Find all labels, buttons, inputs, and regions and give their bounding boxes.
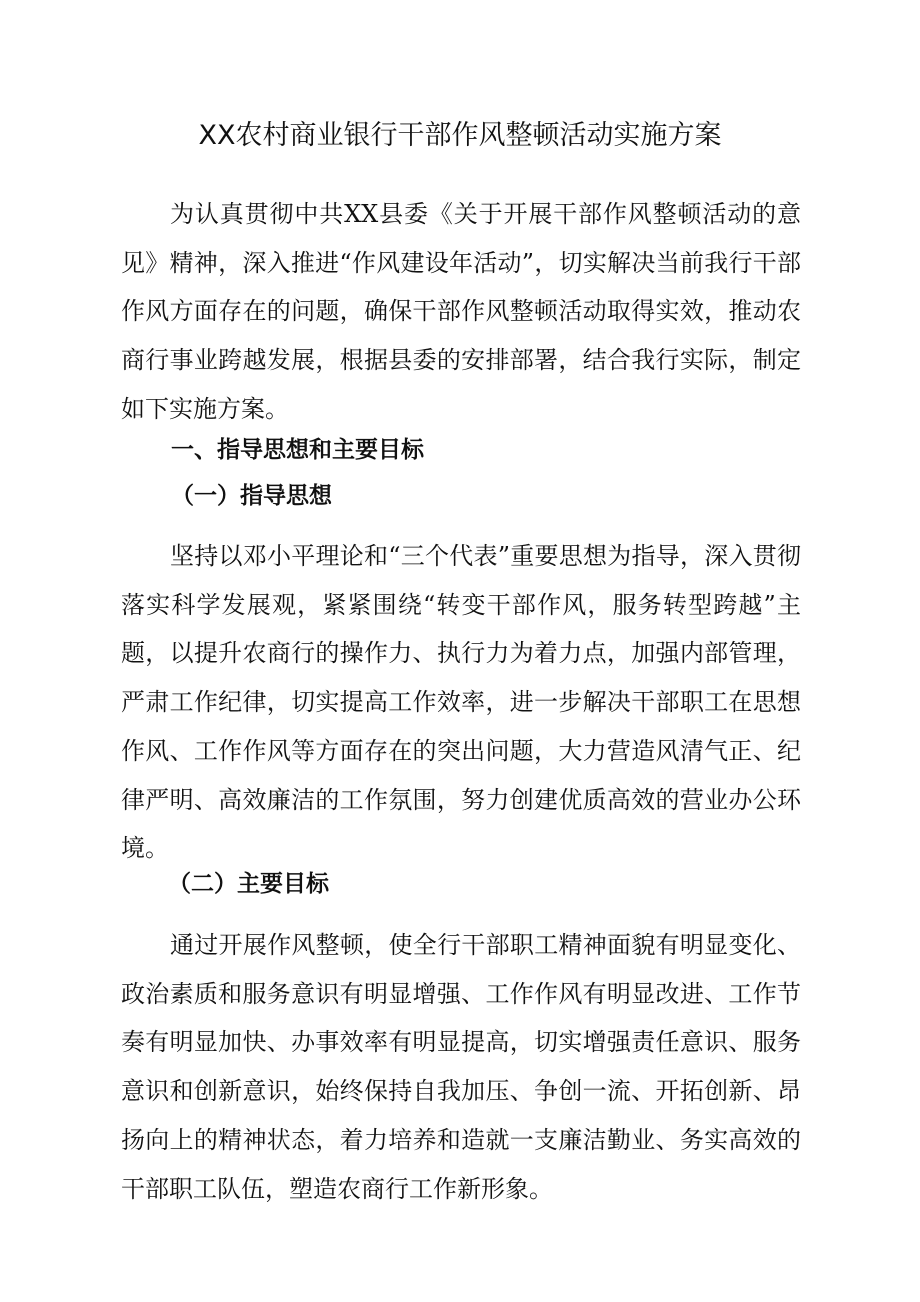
section-heading-guiding-ideology-and-goals: 一、指导思想和主要目标 xyxy=(171,437,424,463)
subsection-heading-guiding-ideology: （一）指导思想 xyxy=(171,483,332,509)
intro-paragraph: 为认真贯彻中共XX县委《关于开展干部作风整顿活动的意见》精神，深入推进“作风建设年活动”，切实解决当前我行干部作风方面存在的问题，确保干部作风整顿活动取得实效，推动农商行事业跨越发展，根据县委的安排部署，结合我行实际，制定如下实施方案。 xyxy=(121,200,801,423)
main-goals-paragraph: 通过开展作风整顿，使全行干部职工精神面貌有明显变化、政治素质和服务意识有明显增强、工作作风有明显改进、工作节奏有明显加快、办事效率有明显提高，切实增强责任意识、服务意识和创新意识，始终保持自我加压、争创一流、开拓创新、昂扬向上的精神状态，着力培养和造就一支廉洁勤业、务实高效的干部职工队伍，塑造农商行工作新形象。 xyxy=(121,931,801,1203)
guiding-ideology-paragraph: 坚持以邓小平理论和“三个代表”重要思想为指导，深入贯彻落实科学发展观，紧紧围绕“转变干部作风，服务转型跨越”主题，以提升农商行的操作力、执行力为着力点，加强内部管理，严肃工作纪律，切实提高工作效率，进一步解决干部职工在思想作风、工作作风等方面存在的突出问题，大力营造风清气正、纪律严明、高效廉洁的工作氛围，努力创建优质高效的营业办公环境。 xyxy=(121,542,801,863)
subsection-heading-main-goals: （二）主要目标 xyxy=(168,871,329,897)
document-title: XX农村商业银行干部作风整顿活动实施方案 xyxy=(198,120,722,151)
